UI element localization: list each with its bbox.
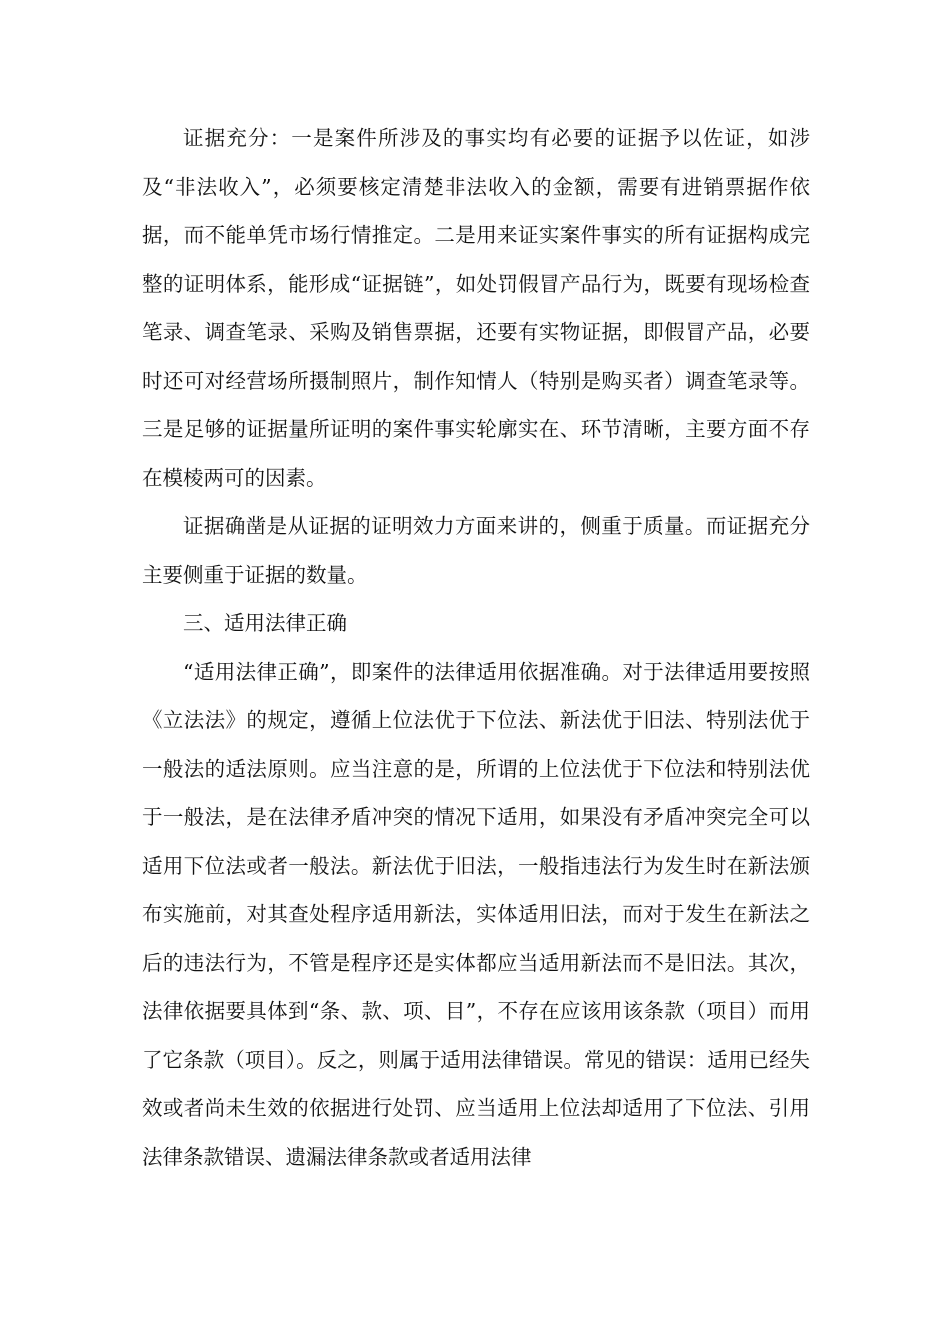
paragraph-applicable-law: “适用法律正确”，即案件的法律适用依据准确。对于法律适用要按照《立法法》的规定，遵循上位法优于下位法、新法优于旧法、特别法优于一般法的适法原则。应当注意的是，所谓的上位法优于下位法和特别法优于一般法，是在法律矛盾冲突的情况下适用，如果没有矛盾冲突完全可以适用下位法或者一般法。新法优于旧法，一般指违法行为发生时在新法颁布实施前，对其查处程序适用新法，实体适用旧法，而对于发生在新法之后的违法行为，不管是程序还是实体都应当适用新法而不是旧法。其次，法律依据要具体到“条、款、项、目”，不存在应该用该条款（项目）而用了它条款（项目）。反之，则属于适用法律错误。常见的错误：适用已经失效或者尚未生效的依据进行处罚、应当适用上位法却适用了下位法、引用法律条款错误、遗漏法律条款或者适用法律 (142, 659, 810, 1169)
document-body (142, 114, 810, 1181)
paragraph-evidence-sufficient: 证据充分：一是案件所涉及的事实均有必要的证据予以佐证，如涉及“非法收入”，必须要核定清楚非法收入的金额，需要有进销票据作依据，而不能单凭市场行情推定。二是用来证实案件事实的所有证据构成完整的证明体系，能形成“证据链”，如处罚假冒产品行为，既要有现场检查笔录、调查笔录、采购及销售票据，还要有实物证据，即假冒产品，必要时还可对经营场所摄制照片，制作知情人（特别是购买者）调查笔录等。三是足够的证据量所证明的案件事实轮廓实在、环节清晰，主要方面不存在模棱两可的因素。 (142, 126, 810, 490)
section-heading: 三、适用法律正确 (183, 611, 347, 635)
paragraph-evidence-conclusive: 证据确凿是从证据的证明效力方面来讲的，侧重于质量。而证据充分主要侧重于证据的数量。 (142, 514, 810, 587)
